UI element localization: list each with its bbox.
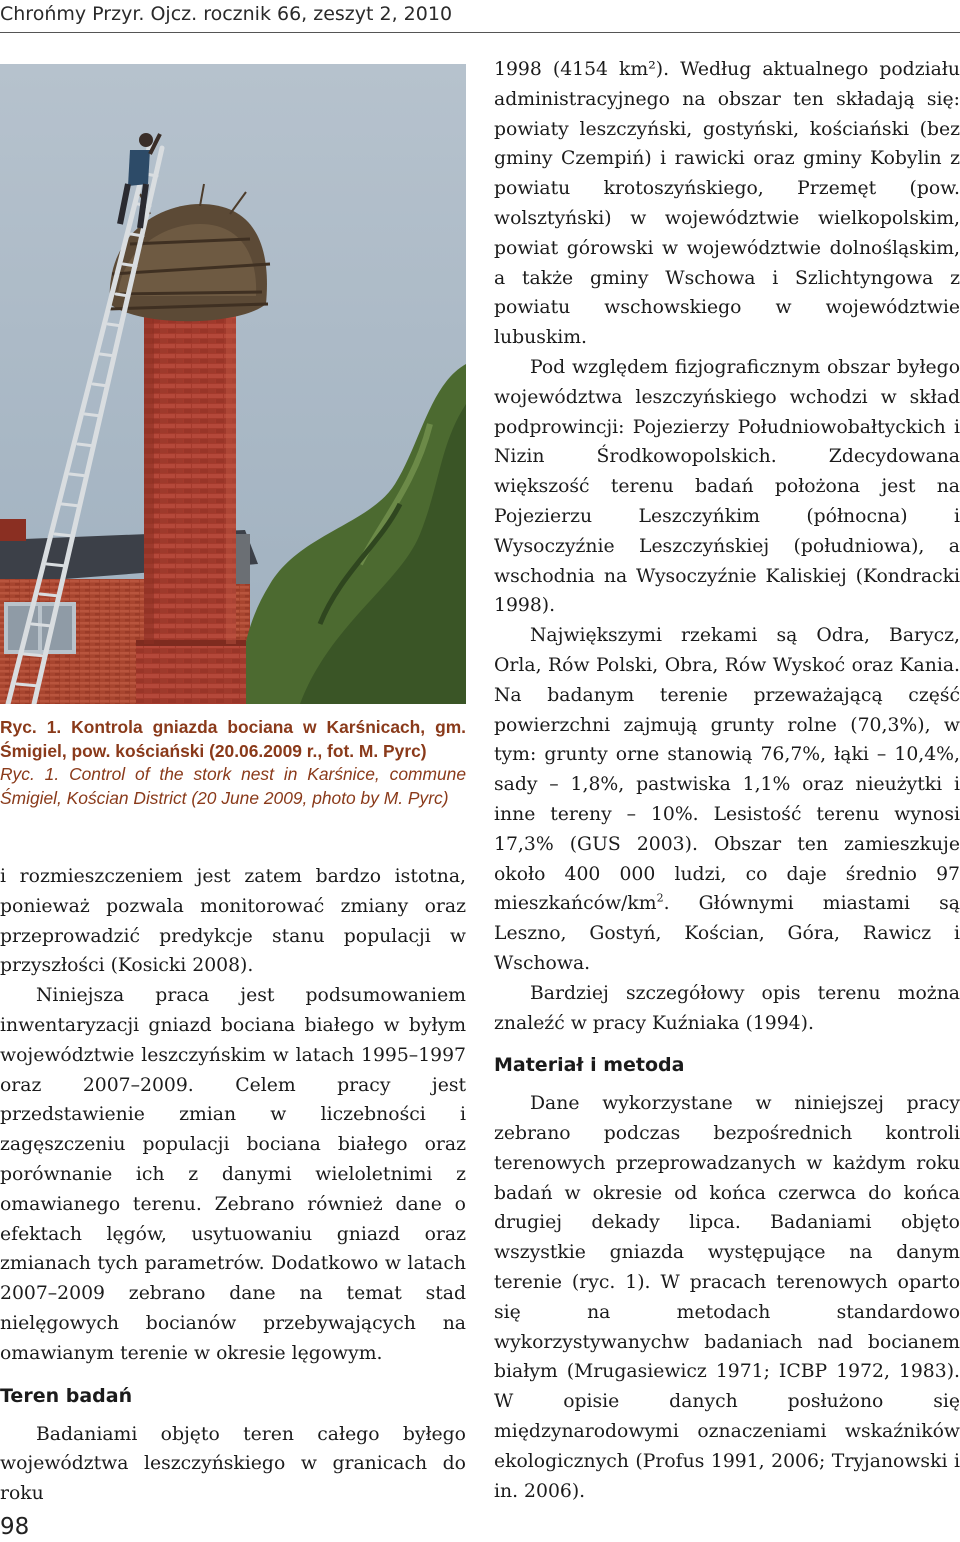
paragraph: 1998 (4154 km²). Według aktualnego podziału administracyjnego na obszar ten składają się: powiaty leszczyński, gostyński, kościański (bez gminy Czempiń) i rawicki oraz gminy Kobylin z powiatu krotoszyńskiego, Przemęt (pow. wolsztyński) w województwie wielkopolskim, powiat górowski w województwie dolnośląskim, a także gminy Wschowa i Szlichtyngowa z powiatu wschowskiego w województwie lubuskim. <box>494 59 960 349</box>
paragraph: i rozmieszczeniem jest zatem bardzo istotna, ponieważ pozwala monitorować zmiany oraz przeprowadzić predykcje stanu populacji w przyszłości (Kosicki 2008). <box>0 866 466 977</box>
paragraph: Pod względem fizjograficznym obszar byłego województwa leszczyńskiego wchodzi w skład podprowincji: Pojezierzy Południowobałtyckich i Nizin Środkowopolskich. Zdecydowana większość terenu badań położona jest na Pojezierzu Leszczyńkim (północna) i Wysoczyźnie Leszczyńskiej (południowa), a wschodnia na Wysoczyźnie Kaliskiej (Kondracki 1998). <box>494 356 960 617</box>
brick-chimney <box>136 314 246 704</box>
superscript: 2 <box>656 892 664 906</box>
section-heading-study-area: Teren badań <box>0 1384 133 1407</box>
left-column <box>0 862 466 1509</box>
paragraph: Badaniami objęto teren całego byłego województwa leszczyńskiego w granicach do roku <box>0 1423 466 1505</box>
page-number: 98 <box>0 1514 30 1540</box>
caption-english: Ryc. 1. Control of the stork nest in Karśnice, commune Śmigiel, Kościan District (20 June 2009, photo by M. Pyrc) <box>0 764 466 808</box>
caption-polish: Ryc. 1. Kontrola gniazda bociana w Karśnicach, gm. Śmigiel, pow. kościański (20.06.2009 r., fot. M. Pyrc) <box>0 717 466 761</box>
figure-caption <box>0 716 466 810</box>
paragraph: Dane wykorzystane w niniejszej pracy zebrano podczas bezpośrednich kontroli terenowych przeprowadzanych w każdym roku badań w okresie od końca czerwca do końca drugiej dekady lipca. Badaniami objęto wszystkie gniazda występujące na danym terenie (ryc. 1). W pracach terenowych oparto się na metodach standardowo wykorzystywanychw badaniach nad bocianem białym (Mrugasiewicz 1971; ICBP 1972, 1983). W opisie danych posłużono się międzynarodowymi oznaczeniami wskaźników ekologicznych (Profus 1991, 2006; Tryjanowski i in. 2006). <box>494 1093 960 1502</box>
stork-nest-photo <box>0 64 466 704</box>
paragraph-text: Największymi rzekami są Odra, Barycz, Orla, Rów Polski, Obra, Rów Wyskoć oraz Kania. Na badanym terenie przeważającą część powierzchni zajmują grunty rolne (70,3%), w tym: grunty orne stanowią 76,7%, łąki – 10,4%, sady – 1,8%, pastwiska 1,1% oraz nieużytki i inne tereny – 10%. Lesistość terenu wynosi 17,3% (GUS 2003). Obszar ten zamieszkuje około 400 000 ludzi, co daje średnio 97 mieszkańców/km <box>494 625 960 915</box>
paragraph: Niniejsza praca jest podsumowaniem inwentaryzacji gniazd bociana białego w byłym województwie leszczyńskim w latach 1995–1997 oraz 2007–2009. Celem pracy jest przedstawienie zmian w liczebności i zagęszczeniu populacji bociana białego oraz porównanie ich z danymi wieloletnimi z omawianego terenu. Zebrano również dane o efektach lęgów, usytuowaniu gniazd oraz zmianach tych parametrów. Dodatkowo w latach 2007–2009 zebrano dane na temat stad nielęgowych bocianów przebywających na omawianym terenie w okresie lęgowym. <box>0 985 466 1364</box>
section-heading-materials-methods: Materiał i metoda <box>494 1054 685 1077</box>
paragraph-text: . Głównymi miastami są Leszno, Gostyń, Kościan, Góra, Rawicz i Wschowa. <box>494 893 960 974</box>
running-header: Chrońmy Przyr. Ojcz. rocznik 66, zeszyt 2, 2010 <box>0 0 960 33</box>
right-column <box>494 55 960 1506</box>
paragraph <box>494 621 960 979</box>
paragraph: Bardziej szczegółowy opis terenu można znaleźć w pracy Kuźniaka (1994). <box>494 982 960 1034</box>
